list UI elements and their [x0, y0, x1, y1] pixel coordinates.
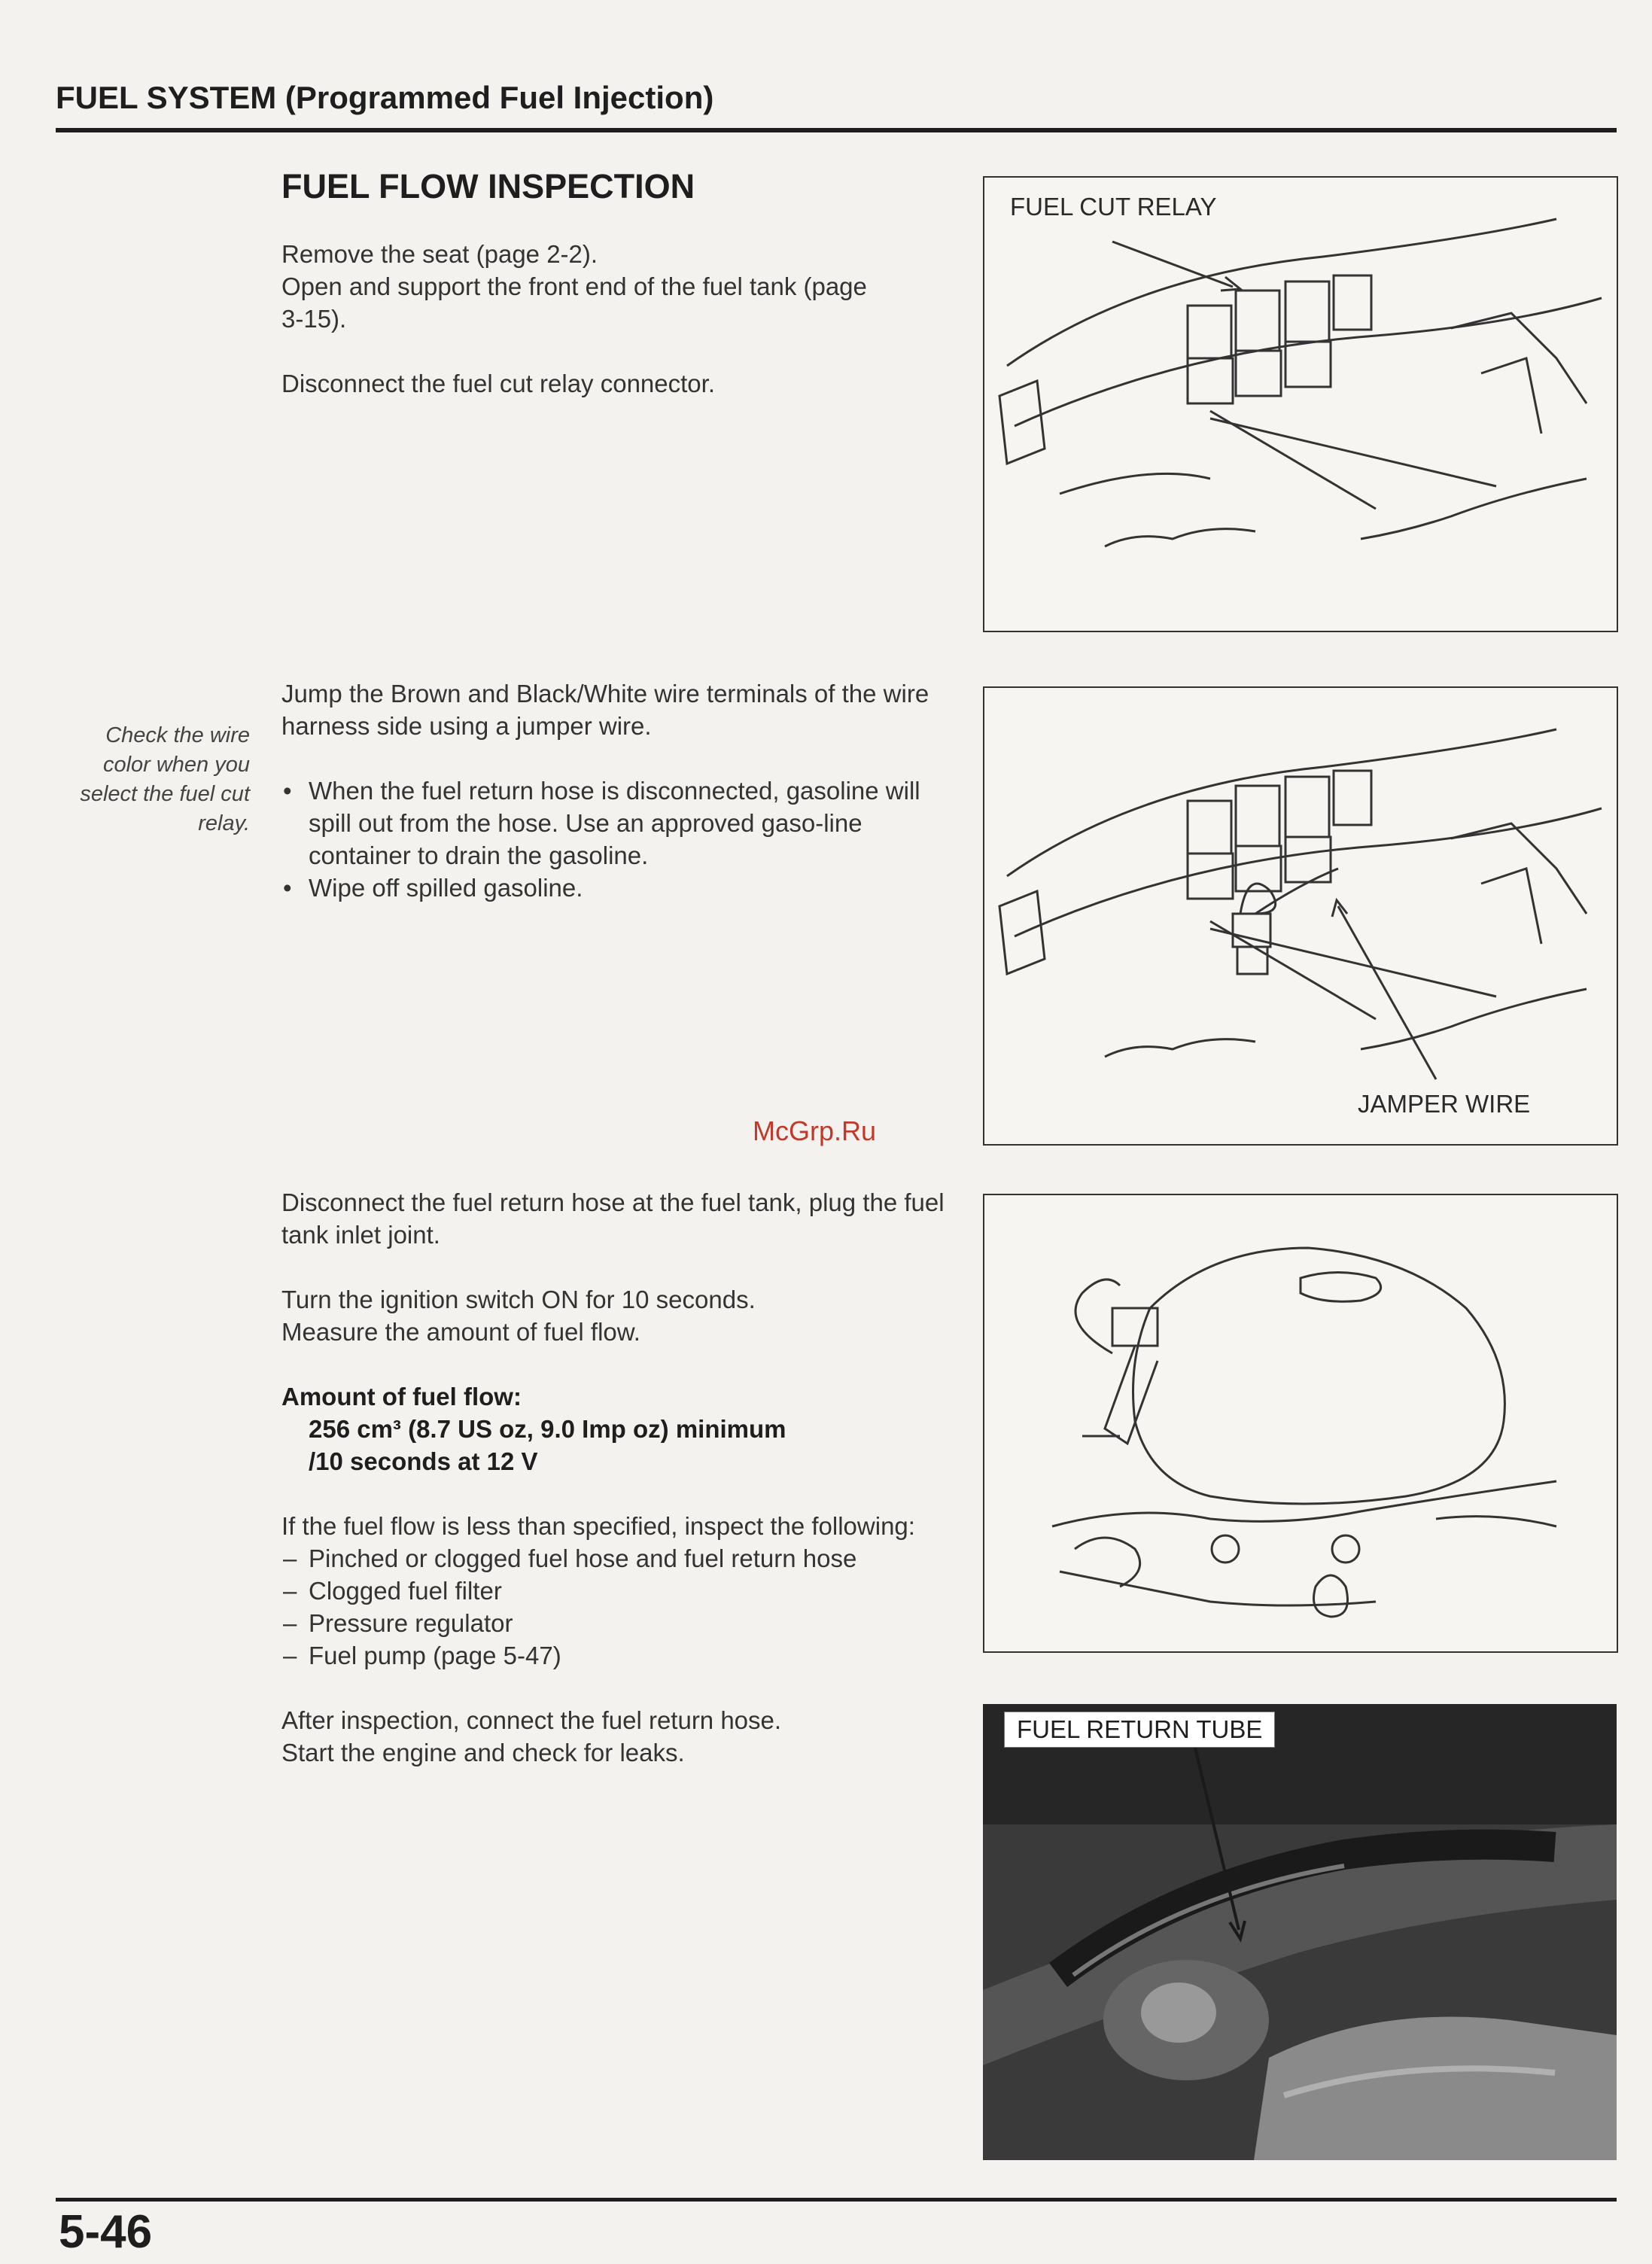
bullet-item: • Wipe off spilled gasoline.	[281, 872, 959, 904]
step1-line: Open and support the front end of the fuel tank (page 3-15).	[281, 272, 867, 333]
header-rule	[56, 128, 1617, 132]
figure-fuel-cut-relay	[983, 176, 1618, 632]
step3-text	[281, 1186, 959, 1769]
photo-label: FUEL RETURN TUBE	[1004, 1712, 1275, 1748]
bullet-item: • When the fuel return hose is disconnected, gasoline will spill out from the hose. Use an approved gaso-line container to drain the gasoline.	[281, 774, 959, 872]
step3-disconnect: Disconnect the fuel return hose at the fuel tank, plug the fuel tank inlet joint.	[281, 1188, 945, 1249]
after-line: After inspection, connect the fuel return hose.	[281, 1706, 782, 1734]
step2-intro: Jump the Brown and Black/White wire terminals of the wire harness side using a jumper wire.	[281, 680, 929, 740]
step3-ignition-line: Turn the ignition switch ON for 10 seconds.	[281, 1286, 756, 1313]
after-line: Start the engine and check for leaks.	[281, 1739, 685, 1766]
jumper-wire-drawing	[984, 688, 1617, 1144]
figure-fuel-tank	[983, 1194, 1618, 1653]
spec-label: Amount of fuel flow:	[281, 1383, 522, 1410]
check-list	[281, 1542, 959, 1672]
check-item: – Pinched or clogged fuel hose and fuel return hose	[281, 1542, 959, 1575]
side-note: Check the wire color when you select the fuel cut relay.	[80, 723, 250, 835]
fuel-tank-drawing	[984, 1195, 1617, 1651]
fuel-return-tube-photo	[983, 1704, 1617, 2160]
step1-line: Remove the seat (page 2-2).	[281, 240, 598, 268]
watermark: McGrp.Ru	[753, 1115, 877, 1146]
fig1-label: FUEL CUT RELAY	[1010, 193, 1217, 221]
check-intro: If the fuel flow is less than specified, inspect the following:	[281, 1512, 915, 1540]
fuel-cut-relay-drawing	[984, 178, 1617, 631]
step2-text	[281, 677, 959, 904]
page-number: 5-46	[59, 2206, 153, 2258]
check-item: – Pressure regulator	[281, 1607, 959, 1639]
check-item: – Clogged fuel filter	[281, 1575, 959, 1607]
photo-fuel-return-tube	[983, 1704, 1617, 2160]
footer-rule	[56, 2198, 1617, 2202]
section-title: FUEL FLOW INSPECTION	[281, 167, 695, 205]
spec-value: 256 cm³ (8.7 US oz, 9.0 Imp oz) minimum	[309, 1415, 786, 1443]
step1-disconnect: Disconnect the fuel cut relay connector.	[281, 370, 715, 397]
step3-ignition-line: Measure the amount of fuel flow.	[281, 1318, 640, 1346]
fig2-label: JAMPER WIRE	[1358, 1090, 1531, 1118]
spec-value: /10 seconds at 12 V	[309, 1447, 538, 1475]
page-header-title: FUEL SYSTEM (Programmed Fuel Injection)	[56, 80, 714, 115]
step1-text	[281, 238, 959, 400]
step2-bullets	[281, 774, 959, 904]
check-item: – Fuel pump (page 5-47)	[281, 1639, 959, 1672]
figure-jumper-wire	[983, 686, 1618, 1146]
